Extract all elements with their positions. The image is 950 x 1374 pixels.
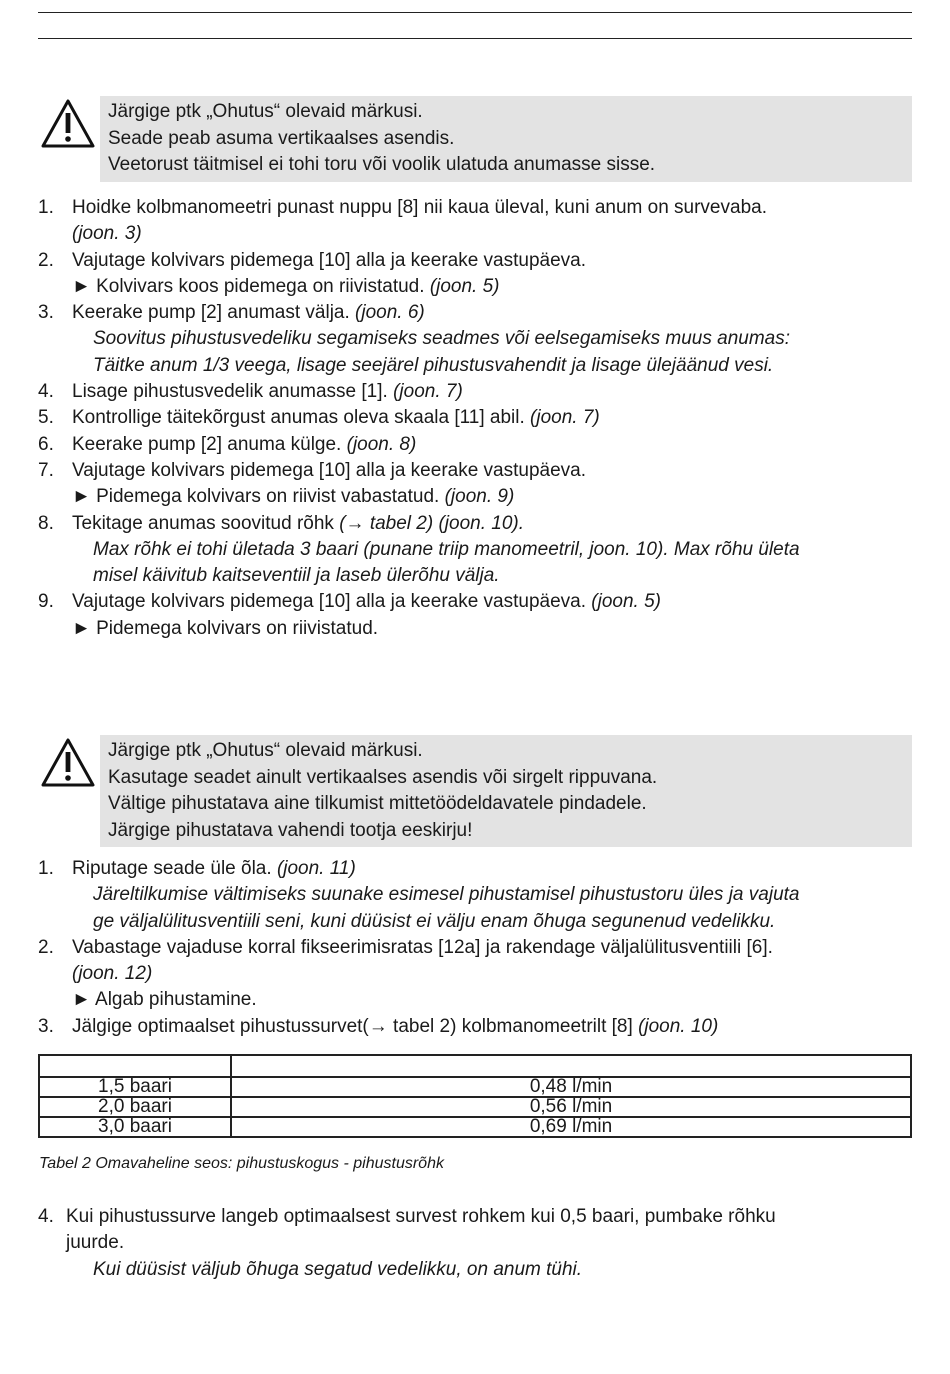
step-note: misel käivitub kaitseventiil ja laseb ülerõhu välja.: [93, 565, 500, 587]
step-result: ► Algab pihustamine.: [72, 989, 257, 1011]
figure-reference: (joon. 12): [72, 963, 153, 985]
warning-line: Vältige pihustatava aine tilkumist mittetöödeldavatele pindadele.: [108, 793, 647, 814]
step-text: Vajutage kolvivars pidemega [10] alla ja keerake vastupäeva.: [72, 249, 587, 271]
flow-cell: 0,69 l/min: [231, 1117, 911, 1137]
step-text: Vabastage vajaduse korral fikseerimisratas [12a] ja rakendage väljalülitusventiili [6].: [72, 936, 773, 958]
list-item: [38, 589, 912, 642]
warning-line: Järgige ptk „Ohutus“ olevaid märkusi.: [108, 740, 423, 761]
step-text: Tekitage anumas soovitud rõhk: [72, 512, 334, 534]
list-item: [38, 248, 912, 301]
spraying-steps-list: [38, 856, 912, 1040]
figure-reference: (joon. 5): [429, 275, 500, 297]
figure-reference: (joon. 10): [638, 1015, 719, 1037]
step-number: 2.: [38, 936, 54, 958]
flow-cell: 0,48 l/min: [231, 1077, 911, 1097]
flow-cell: 0,56 l/min: [231, 1097, 911, 1117]
warning-text-box: [100, 735, 912, 847]
step-number: 7.: [38, 459, 54, 481]
table-row: [39, 1097, 911, 1117]
warning-text-box: [100, 96, 912, 182]
table-header-cell: [231, 1055, 911, 1077]
figure-reference: (joon. 8): [346, 433, 417, 455]
list-item: [38, 432, 912, 458]
step-note: Soovitus pihustusvedeliku segamiseks seadmes või eelsegamiseks muus anumas:: [93, 328, 791, 350]
step-text: Hoidke kolbmanomeetri punast nuppu [8] nii kaua üleval, kuni anum on survevaba.: [72, 197, 767, 218]
list-item: [38, 856, 912, 935]
step-result: ► Pidemega kolvivars on riivist vabastatud. (joon. 9): [72, 486, 515, 508]
step-result: ► Kolvivars koos pidemega on riivistatud. (joon. 5): [72, 275, 500, 297]
step-number: 3.: [38, 1015, 54, 1037]
list-item: [38, 1014, 912, 1040]
step-text-continued: juurde.: [66, 1232, 125, 1254]
step-number: 5.: [38, 407, 54, 429]
table-row: [39, 1117, 911, 1137]
step-note: ge väljalülitusventiili seni, kuni düüsist ei välju enam õhuga segunenud vedelikku.: [93, 910, 776, 932]
warning-line: Järgige ptk „Ohutus“ olevaid märkusi.: [108, 101, 423, 122]
header-rule-top: [38, 12, 912, 13]
step-text: Keerake pump [2] anumast välja.: [72, 302, 350, 324]
step-result: ► Pidemega kolvivars on riivistatud.: [72, 617, 379, 639]
step-number: 1.: [38, 858, 54, 879]
step-text: Jälgige optimaalset pihustussurvet(→ tabel 2) kolbmanomeetrilt [8]: [72, 1015, 633, 1037]
step-text: Lisage pihustusvedelik anumasse [1].: [72, 381, 388, 403]
step-note: Kui düüsist väljub õhuga segatud vedelikku, on anum tühi.: [93, 1258, 583, 1280]
step-number: 2.: [38, 249, 54, 271]
figure-reference: (joon. 7): [530, 407, 600, 429]
figure-reference: (joon. 3): [72, 223, 142, 245]
figure-reference: (joon. 6): [355, 302, 425, 324]
figure-reference: (joon. 7): [393, 381, 463, 403]
warning-line: Seade peab asuma vertikaalses asendis.: [108, 127, 455, 149]
step-number: 1.: [38, 197, 54, 218]
list-item: [38, 195, 912, 248]
pressure-cell: 1,5 baari: [39, 1077, 231, 1097]
table-header-row: [39, 1055, 911, 1077]
step-text: Riputage seade üle õla.: [72, 858, 272, 879]
step-number: 3.: [38, 302, 54, 324]
figure-reference: (→ tabel 2) (joon. 10).: [339, 512, 525, 534]
warning-triangle-icon: [40, 737, 96, 787]
step-text: Kontrollige täitekõrgust anumas oleva skaala [11] abil.: [72, 407, 525, 429]
list-item: [38, 405, 912, 431]
warning-line: Kasutage seadet ainult vertikaalses asendis või sirgelt rippuvana.: [108, 766, 658, 788]
step-text: Kui pihustussurve langeb optimaalsest survest rohkem kui 0,5 baari, pumbake rõhku: [66, 1206, 776, 1227]
pressure-cell: 2,0 baari: [39, 1097, 231, 1117]
warning-line: Veetorust täitmisel ei tohi toru või voolik ulatuda anumasse sisse.: [108, 154, 656, 175]
header-rule-bottom: [38, 38, 912, 39]
step-note: Järeltilkumise vältimiseks suunake esimesel pihustamisel pihustustoru üles ja vajuta: [93, 884, 800, 906]
step-number: 9.: [38, 591, 54, 613]
table-row: [39, 1077, 911, 1097]
filling-steps-list: [38, 195, 912, 642]
step-text: Vajutage kolvivars pidemega [10] alla ja keerake vastupäeva.: [72, 459, 587, 481]
pressure-flow-table: [38, 1054, 912, 1138]
warning-triangle-icon: [40, 98, 96, 148]
step-text: Keerake pump [2] anuma külge.: [72, 433, 342, 455]
list-item: [38, 379, 912, 405]
table-caption: Tabel 2 Omavaheline seos: pihustuskogus - pihustusrõhk: [39, 1155, 444, 1172]
step-number: 4.: [38, 381, 54, 403]
list-item: [38, 511, 912, 590]
list-item: [38, 935, 912, 1014]
step-number: 6.: [38, 433, 54, 455]
table-header-cell: [39, 1055, 231, 1077]
step-text: Vajutage kolvivars pidemega [10] alla ja keerake vastupäeva.: [72, 591, 587, 613]
figure-reference: (joon. 11): [276, 858, 356, 879]
step-number: 8.: [38, 512, 54, 534]
step-note: Max rõhk ei tohi ületada 3 baari (punane triip manomeetril, joon. 10). Max rõhu ületa: [93, 538, 800, 560]
list-item: [38, 458, 912, 511]
list-item: [38, 300, 912, 379]
figure-reference: (joon. 5): [591, 591, 661, 613]
step-number: 4.: [38, 1206, 54, 1227]
pressure-cell: 3,0 baari: [39, 1117, 231, 1137]
step-note: Täitke anum 1/3 veega, lisage seejärel pihustusvahendit ja lisage ülejäänud vesi.: [93, 354, 774, 376]
step-4-paragraph: [38, 1204, 912, 1283]
figure-reference: (joon. 9): [444, 486, 515, 508]
warning-line: Järgige pihustatava vahendi tootja eeskirju!: [108, 819, 473, 841]
